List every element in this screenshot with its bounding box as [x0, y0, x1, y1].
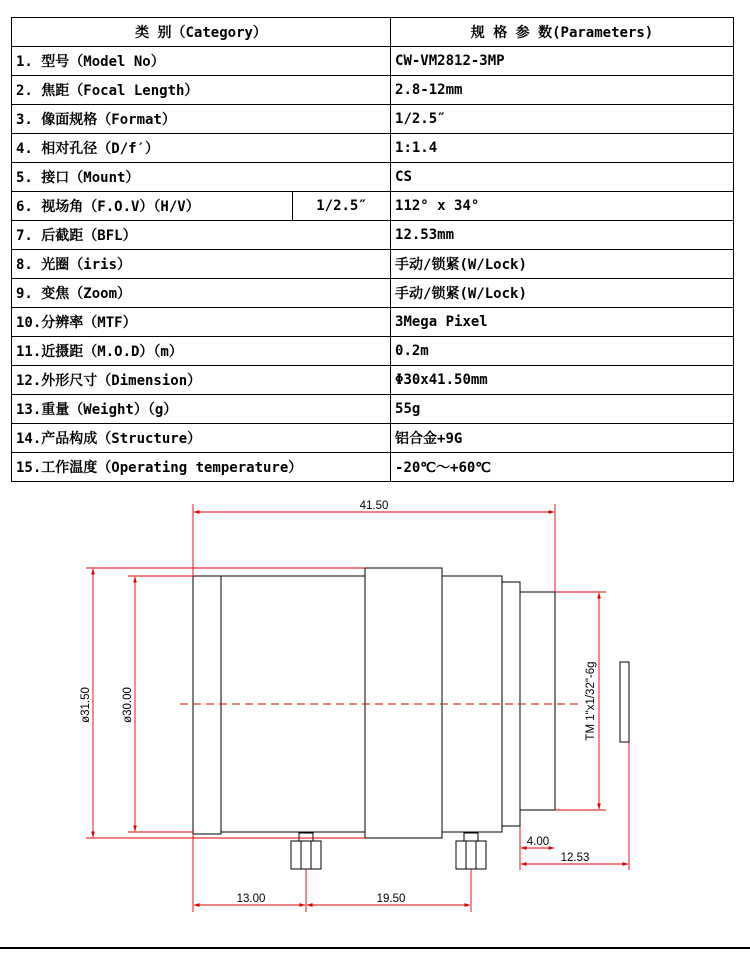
table-row — [12, 424, 734, 453]
row-category: 15.工作温度（Operating temperature） — [12, 453, 391, 482]
dim-body-diameter-label: ø30.00 — [122, 687, 134, 723]
spec-table — [11, 17, 734, 482]
row-category: 12.外形尺寸（Dimension） — [12, 366, 391, 395]
row-category: 2. 焦距（Focal Length） — [12, 76, 391, 105]
lens-outline — [193, 568, 629, 838]
table-row — [12, 366, 734, 395]
table-row — [12, 308, 734, 337]
screw-shank-2 — [464, 833, 478, 841]
dim-bfl-label: 12.53 — [560, 852, 590, 864]
row-value: Φ30x41.50mm — [391, 366, 734, 395]
lens-dimension-drawing — [0, 490, 750, 953]
row-value: 1/2.5″ — [391, 105, 734, 134]
row-category: 14.产品构成（Structure） — [12, 424, 391, 453]
row-value: 手动/锁紧(W/Lock) — [391, 250, 734, 279]
screw-head-2 — [456, 841, 486, 869]
table-row — [12, 47, 734, 76]
dim-flange-label: 4.00 — [526, 836, 550, 848]
row-value: 2.8-12mm — [391, 76, 734, 105]
table-row — [12, 192, 734, 221]
dimension-lines — [86, 504, 629, 912]
dim-screw1-label: 13.00 — [236, 893, 266, 905]
row-category: 13.重量（Weight）（g） — [12, 395, 391, 424]
row-value: CS — [391, 163, 734, 192]
table-header-row — [12, 18, 734, 47]
zoom-ring — [365, 568, 442, 838]
row-sub-format: 1/2.5″ — [293, 192, 391, 221]
row-value: CW-VM2812-3MP — [391, 47, 734, 76]
row-value: 1:1.4 — [391, 134, 734, 163]
header-category: 类 别（Category） — [12, 18, 391, 47]
row-value: 55g — [391, 395, 734, 424]
row-value: 3Mega Pixel — [391, 308, 734, 337]
screw-head-1 — [291, 841, 321, 869]
table-row — [12, 337, 734, 366]
table-row — [12, 163, 734, 192]
row-value: 0.2m — [391, 337, 734, 366]
row-category: 11.近摄距（M.O.D）（m） — [12, 337, 391, 366]
front-ring — [193, 576, 221, 834]
table-row — [12, 453, 734, 482]
table-row — [12, 395, 734, 424]
row-category: 10.分辨率（MTF） — [12, 308, 391, 337]
row-value: -20℃～+60℃ — [391, 453, 734, 482]
screw-shank-1 — [299, 833, 313, 841]
row-category: 5. 接口（Mount） — [12, 163, 391, 192]
row-value: 112° x 34° — [391, 192, 734, 221]
cs-mount-thread — [520, 592, 555, 810]
row-value: 手动/锁紧(W/Lock) — [391, 279, 734, 308]
table-row — [12, 76, 734, 105]
table-row — [12, 250, 734, 279]
dim-screw2-label: 19.50 — [376, 893, 406, 905]
header-parameters: 规 格 参 数(Parameters) — [391, 18, 734, 47]
table-row — [12, 105, 734, 134]
row-category: 4. 相对孔径（D/f′） — [12, 134, 391, 163]
row-category: 6. 视场角（F.O.V）（H/V） — [12, 192, 293, 221]
row-value: 12.53mm — [391, 221, 734, 250]
dim-thread-label: TM 1"x1/32"-6g — [585, 661, 597, 741]
row-category: 1. 型号（Model No） — [12, 47, 391, 76]
row-category: 7. 后截距（BFL） — [12, 221, 391, 250]
sensor-plane — [620, 662, 629, 742]
row-category: 8. 光圈（iris） — [12, 250, 391, 279]
row-category: 3. 像面规格（Format） — [12, 105, 391, 134]
table-row — [12, 134, 734, 163]
table-row — [12, 221, 734, 250]
row-category: 9. 变焦（Zoom） — [12, 279, 391, 308]
table-row — [12, 279, 734, 308]
dim-outer-diameter-label: ø31.50 — [80, 687, 92, 723]
row-value: 铝合金+9G — [391, 424, 734, 453]
dim-length-label: 41.50 — [359, 500, 389, 512]
